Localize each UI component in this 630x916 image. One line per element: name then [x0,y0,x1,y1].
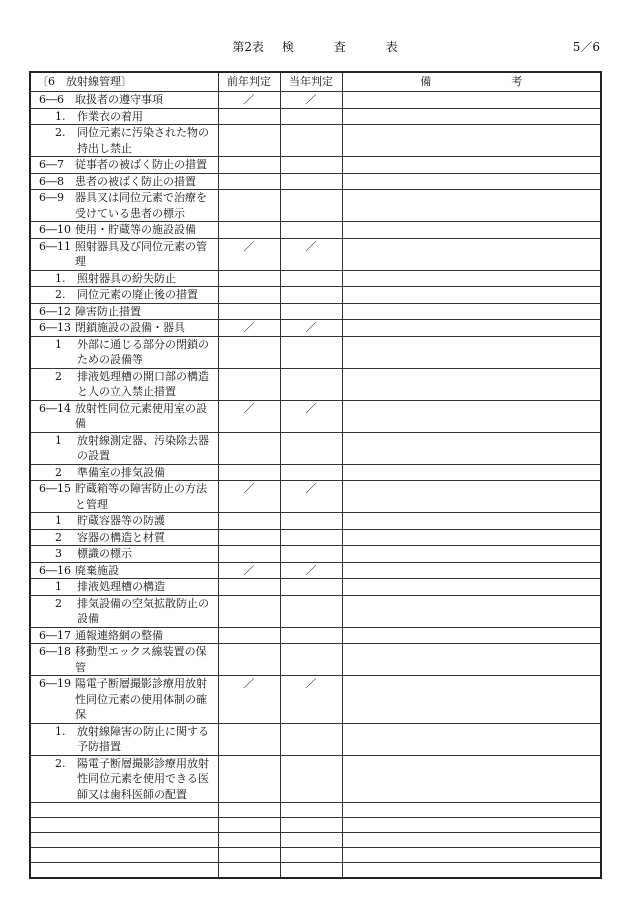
remarks-cell [342,529,601,546]
item-cell [30,222,218,239]
table-row [30,222,601,239]
curr-year-cell [280,336,342,368]
prev-year-cell [218,432,280,464]
remarks-cell [342,595,601,627]
prev-year-cell [218,303,280,320]
remarks-cell [342,579,601,596]
empty-cell [280,803,342,818]
curr-year-cell [280,529,342,546]
prev-year-cell [218,513,280,530]
item-cell [30,157,218,174]
curr-year-header: 当年判定 [280,72,342,92]
empty-cell [342,863,601,879]
inspection-table [29,71,602,879]
item-text: 放射線障害の防止に関する予防措置 [77,724,209,753]
item-cell [30,320,218,337]
curr-year-cell [280,755,342,803]
remarks-cell [342,546,601,563]
item-code: 6―14 [39,401,71,415]
empty-cell [30,833,218,848]
item-code: 1 [55,433,62,447]
item-text: 移動型エックス線装置の保管 [75,645,207,674]
item-code: 2 [55,465,62,479]
empty-cell [280,863,342,879]
item-cell [30,287,218,304]
item-code: 6―8 [39,174,64,188]
item-code: 6―18 [39,645,71,658]
table-row [30,303,601,320]
item-cell [30,723,218,755]
table-row [30,92,601,109]
item-cell [30,368,218,400]
item-code: 6―12 [39,304,71,318]
item-cell [30,190,218,222]
remarks-cell [342,755,601,803]
prev-year-cell [218,190,280,222]
item-cell [30,173,218,190]
empty-row [30,833,601,848]
table-row [30,173,601,190]
item-text: 準備室の排気設備 [77,465,165,479]
item-code: 1 [55,337,62,351]
item-cell [30,303,218,320]
remarks-cell [342,320,601,337]
table-row [30,546,601,563]
item-code: 1 [55,514,62,527]
prev-year-cell [218,108,280,125]
empty-cell [30,803,218,818]
item-code: 6―11 [39,239,71,253]
remarks-cell [342,336,601,368]
table-row [30,595,601,627]
prev-year-cell [218,125,280,157]
curr-year-cell [280,644,342,676]
prev-year-cell [218,157,280,174]
curr-year-cell [280,513,342,530]
empty-cell [218,848,280,863]
curr-year-cell [280,368,342,400]
remarks-cell [342,368,601,400]
table-row [30,190,601,222]
item-cell [30,579,218,596]
remarks-cell [342,173,601,190]
item-text: 器具又は同位元素で治療を受けている患者の標示 [75,191,207,220]
item-text: 作業衣の着用 [77,109,143,123]
item-text: 陽電子断層撮影診療用放射性同位元素を使用できる医師又は歯科医師の配置 [77,756,209,801]
curr-year-cell [280,222,342,239]
item-text: 照射器具の紛失防止 [77,271,176,285]
curr-year-cell [280,627,342,644]
remarks-cell [342,464,601,481]
empty-cell [280,833,342,848]
item-cell [30,238,218,270]
empty-cell [218,818,280,833]
item-code: 1. [55,271,66,285]
table-row [30,513,601,530]
item-cell [30,92,218,109]
section-header: 〔6 放射線管理〕 [30,72,218,92]
empty-row [30,803,601,818]
empty-cell [30,818,218,833]
item-text: 放射線測定器、汚染除去器の設置 [77,433,209,462]
item-text: 貯蔵箱等の障害防止の方法と管理 [75,482,207,511]
prev-year-cell: ／ [218,400,280,432]
item-text: 排液処理槽の開口部の構造と人の立入禁止措置 [77,369,209,398]
table-row [30,723,601,755]
empty-cell [280,818,342,833]
item-cell [30,676,218,724]
table-row [30,644,601,676]
item-cell [30,627,218,644]
item-code: 1. [55,109,66,123]
prev-year-cell [218,579,280,596]
remarks-cell [342,287,601,304]
item-code: 6―13 [39,321,71,334]
table-row [30,270,601,287]
empty-cell [30,863,218,879]
remarks-cell [342,270,601,287]
empty-cell [218,833,280,848]
empty-cell [30,848,218,863]
remarks-cell [342,222,601,239]
curr-year-cell [280,125,342,157]
curr-year-cell [280,303,342,320]
prev-year-cell [218,222,280,239]
prev-year-cell: ／ [218,238,280,270]
item-cell [30,108,218,125]
curr-year-cell [280,173,342,190]
remarks-cell [342,562,601,579]
prev-year-cell [218,755,280,803]
remarks-cell [342,125,601,157]
item-text: 容器の構造と材質 [77,530,165,544]
item-cell [30,125,218,157]
table-row [30,108,601,125]
title-part: 第2表 [232,40,265,54]
item-cell [30,644,218,676]
remarks-cell [342,190,601,222]
page-number: 5／6 [572,40,600,54]
item-text: 貯蔵容器等の防護 [77,514,165,527]
item-cell [30,270,218,287]
item-code: 1 [55,580,62,593]
curr-year-cell: ／ [280,320,342,337]
table-row [30,125,601,157]
curr-year-cell [280,464,342,481]
table-row [30,627,601,644]
title-part: 査 [333,40,346,54]
item-cell [30,562,218,579]
table-row [30,481,601,513]
table-header-row [30,72,601,92]
item-text: 従事者の被ばく防止の措置 [75,158,207,171]
remarks-cell [342,108,601,125]
item-text: 排液処理槽の構造 [77,580,165,593]
prev-year-cell [218,546,280,563]
item-cell [30,513,218,530]
item-text: 排気設備の空気拡散防止の設備 [77,596,209,625]
remarks-cell [342,723,601,755]
curr-year-cell [280,432,342,464]
remarks-cell [342,92,601,109]
prev-year-cell [218,595,280,627]
item-cell [30,432,218,464]
empty-cell [280,848,342,863]
prev-year-cell: ／ [218,320,280,337]
item-code: 6―10 [39,223,71,236]
item-text: 通報連絡網の整備 [75,628,163,642]
curr-year-cell [280,108,342,125]
item-text: 取扱者の遵守事項 [75,93,163,106]
table-row [30,400,601,432]
item-code: 2 [55,530,62,544]
item-code: 6―19 [39,677,71,690]
item-cell [30,755,218,803]
empty-cell [218,803,280,818]
prev-year-cell: ／ [218,562,280,579]
curr-year-cell [280,287,342,304]
empty-row [30,818,601,833]
item-cell [30,529,218,546]
item-cell [30,400,218,432]
curr-year-cell [280,595,342,627]
item-code: 6―16 [39,563,71,577]
curr-year-cell: ／ [280,400,342,432]
item-code: 2. [55,288,66,301]
item-cell [30,336,218,368]
empty-row [30,863,601,879]
remarks-cell [342,644,601,676]
prev-year-cell: ／ [218,676,280,724]
table-row [30,320,601,337]
prev-year-cell [218,173,280,190]
item-cell [30,464,218,481]
empty-cell [218,863,280,879]
item-cell [30,595,218,627]
item-text: 外部に通じる部分の閉鎖のための設備等 [77,337,209,366]
title-part: 検 [281,40,294,54]
remarks-header: 備 考 [342,72,601,92]
item-text: 患者の被ばく防止の措置 [75,174,196,188]
prev-year-cell: ／ [218,92,280,109]
document-title [0,38,630,55]
remarks-cell [342,481,601,513]
item-cell [30,546,218,563]
prev-year-cell [218,627,280,644]
item-code: 6―6 [39,93,64,106]
item-code: 6―9 [39,191,64,204]
curr-year-cell [280,270,342,287]
table-row [30,336,601,368]
prev-year-cell [218,644,280,676]
item-code: 6―15 [39,482,71,495]
table-row [30,238,601,270]
prev-year-cell: ／ [218,481,280,513]
item-text: 閉鎖施設の設備・器具 [75,321,185,334]
prev-year-cell [218,464,280,481]
table-row [30,432,601,464]
table-row [30,157,601,174]
empty-cell [342,833,601,848]
empty-cell [342,818,601,833]
table-row [30,579,601,596]
prev-year-cell [218,723,280,755]
curr-year-cell [280,546,342,563]
item-text: 陽電子断層撮影診療用放射性同位元素の使用体制の確保 [75,677,207,721]
item-text: 放射性同位元素使用室の設備 [75,401,207,430]
curr-year-cell: ／ [280,481,342,513]
remarks-cell [342,400,601,432]
item-text: 同位元素に汚染された物の持出し禁止 [77,126,209,155]
curr-year-cell [280,190,342,222]
empty-row [30,848,601,863]
remarks-cell [342,157,601,174]
title-part: 表 [385,40,398,54]
item-code: 3 [55,547,62,560]
curr-year-cell: ／ [280,238,342,270]
item-cell [30,481,218,513]
remarks-cell [342,627,601,644]
item-code: 2 [55,369,62,383]
item-text: 照射器具及び同位元素の管理 [75,239,207,268]
table-row [30,562,601,579]
item-code: 2. [55,756,66,770]
table-row [30,287,601,304]
curr-year-cell: ／ [280,562,342,579]
item-code: 1. [55,724,66,738]
curr-year-cell: ／ [280,92,342,109]
table-row [30,368,601,400]
table-row [30,529,601,546]
item-text: 標識の標示 [77,547,132,560]
empty-cell [342,848,601,863]
remarks-cell [342,513,601,530]
table-row [30,676,601,724]
item-code: 6―17 [39,628,71,642]
item-text: 同位元素の廃止後の措置 [77,288,198,301]
prev-year-cell [218,270,280,287]
remarks-cell [342,432,601,464]
table-row [30,755,601,803]
prev-year-cell [218,368,280,400]
prev-year-cell [218,287,280,304]
item-text: 障害防止措置 [75,304,141,318]
curr-year-cell [280,723,342,755]
remarks-cell [342,303,601,320]
remarks-cell [342,676,601,724]
item-code: 2. [55,126,66,139]
curr-year-cell: ／ [280,676,342,724]
item-code: 6―7 [39,158,64,171]
table-row [30,464,601,481]
prev-year-cell [218,336,280,368]
item-code: 2 [55,596,62,610]
item-text: 廃棄施設 [75,563,119,577]
curr-year-cell [280,157,342,174]
prev-year-header: 前年判定 [218,72,280,92]
prev-year-cell [218,529,280,546]
curr-year-cell [280,579,342,596]
remarks-cell [342,238,601,270]
item-text: 使用・貯蔵等の施設設備 [75,223,196,236]
empty-cell [342,803,601,818]
